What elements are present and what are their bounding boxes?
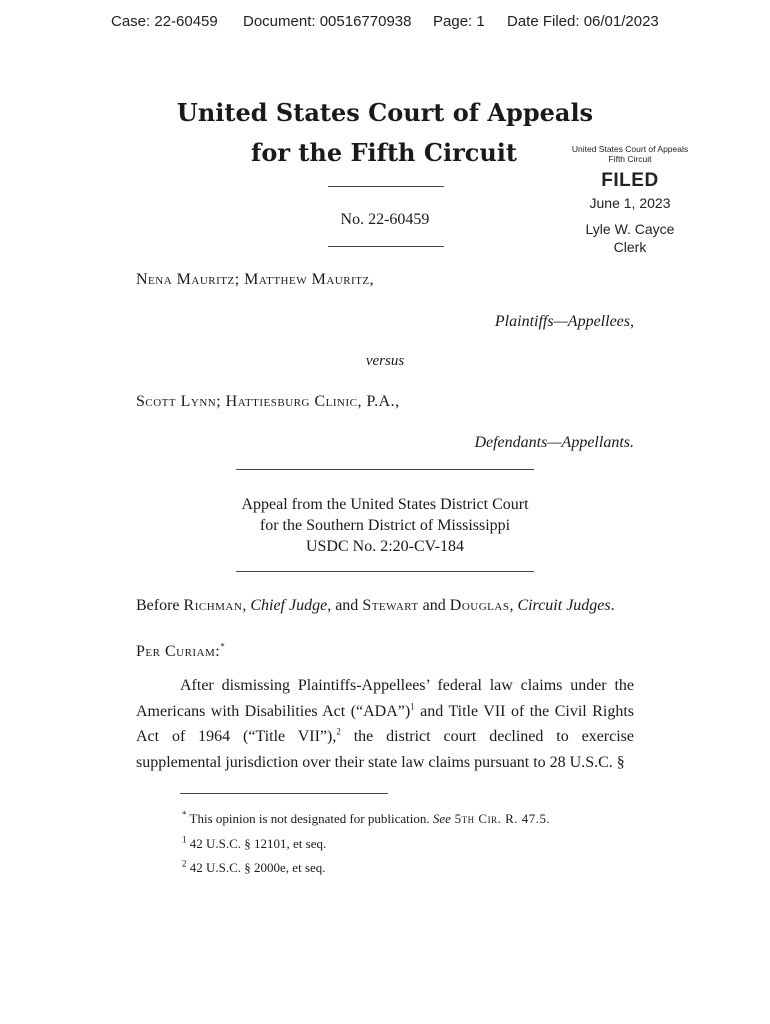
stamp-clerk-name: Lyle W. Cayce: [585, 221, 675, 237]
footnote-see: See: [432, 811, 451, 826]
judge-douglas: Douglas: [449, 597, 510, 614]
stamp-clerk-title: Clerk: [613, 239, 647, 255]
document-number-header: Document: 00516770938: [243, 13, 412, 30]
divider-appeal-top: [236, 469, 534, 470]
footnote-mark: 2: [182, 858, 187, 869]
footnote-divider: [180, 793, 388, 794]
footnote-1: [182, 836, 326, 852]
footnote-mark: 1: [182, 834, 187, 845]
court-title-line1: United States Court of Appeals: [176, 98, 594, 127]
stamp-court-line: United States Court of Appeals: [571, 144, 689, 154]
appeal-line2: for the Southern District of Mississippi: [259, 517, 511, 534]
chief-judge-title: Chief Judge: [250, 597, 328, 614]
plaintiffs-role: Plaintiffs—Appellees,: [494, 313, 634, 330]
stamp-date: June 1, 2023: [589, 195, 671, 211]
court-title-line2: for the Fifth Circuit: [251, 138, 517, 167]
footnote-text: 42 U.S.C. § 12101, et seq.: [186, 836, 327, 851]
footnote-rule-cite: 5th Cir. R. 47.5.: [450, 811, 551, 826]
judge-richman: Richman: [183, 597, 243, 614]
footnote-ref-1: 1: [410, 701, 415, 712]
footnote-2: [182, 860, 326, 876]
stamp-filed-label: FILED: [601, 170, 659, 191]
opinion-text-b: and Title VII of the Civil Rights Act of 1964 (“Title VII”),: [136, 702, 634, 745]
footnote-ref-2: 2: [336, 726, 341, 737]
footnote-text: 42 U.S.C. § 2000e, et seq.: [186, 860, 326, 875]
opinion-text-c: the district court declined to exercise supplemental jurisdiction over their state law claims pursuant to 28 U.S.C. §: [136, 728, 635, 771]
plaintiffs-names: Nena Mauritz; Matthew Mauritz,: [136, 271, 375, 288]
separator: , and: [327, 597, 363, 614]
stamp-circuit-line: Fifth Circuit: [608, 154, 652, 164]
period: .: [610, 597, 615, 614]
per-curiam-label: Per Curiam:: [136, 643, 221, 660]
filed-stamp: [560, 144, 700, 256]
footnote-star: [182, 811, 550, 827]
before-prefix: Before: [136, 597, 184, 614]
defendants-role: Defendants—Appellants.: [474, 434, 634, 451]
circuit-title-b: Judges: [566, 597, 611, 614]
panel-judges: [136, 595, 634, 616]
footnote-text: This opinion is not designated for publication.: [186, 811, 433, 826]
separator: and: [418, 597, 450, 614]
date-filed-header: Date Filed: 06/01/2023: [507, 13, 659, 30]
case-number-header: Case: 22-60459: [111, 13, 218, 30]
appeal-block: [200, 494, 570, 557]
page-number-header: Page: 1: [433, 13, 485, 30]
divider-appeal-bottom: [236, 571, 534, 572]
separator: ,: [242, 597, 251, 614]
opinion-text-a: After dismissing Plaintiffs-Appellees’ federal law claims under the Americans with Disabilities Act (“ADA”): [136, 677, 634, 720]
per-curiam-heading: [136, 643, 225, 661]
versus-label: versus: [365, 353, 405, 369]
circuit-title-a: Circuit: [517, 597, 563, 614]
divider-bottom: [328, 246, 444, 247]
footnote-mark: *: [182, 809, 187, 820]
divider-top: [328, 186, 444, 187]
judge-stewart: Stewart: [362, 597, 419, 614]
defendants-names: Scott Lynn; Hattiesburg Clinic, P.A.,: [136, 393, 400, 410]
case-number: No. 22-60459: [340, 211, 430, 228]
per-curiam-footnote-mark: *: [220, 641, 225, 652]
appeal-line1: Appeal from the United States District Court: [241, 496, 529, 513]
appeal-line3: USDC No. 2:20-CV-184: [305, 538, 465, 555]
separator: ,: [509, 597, 518, 614]
opinion-paragraph: [136, 673, 634, 775]
